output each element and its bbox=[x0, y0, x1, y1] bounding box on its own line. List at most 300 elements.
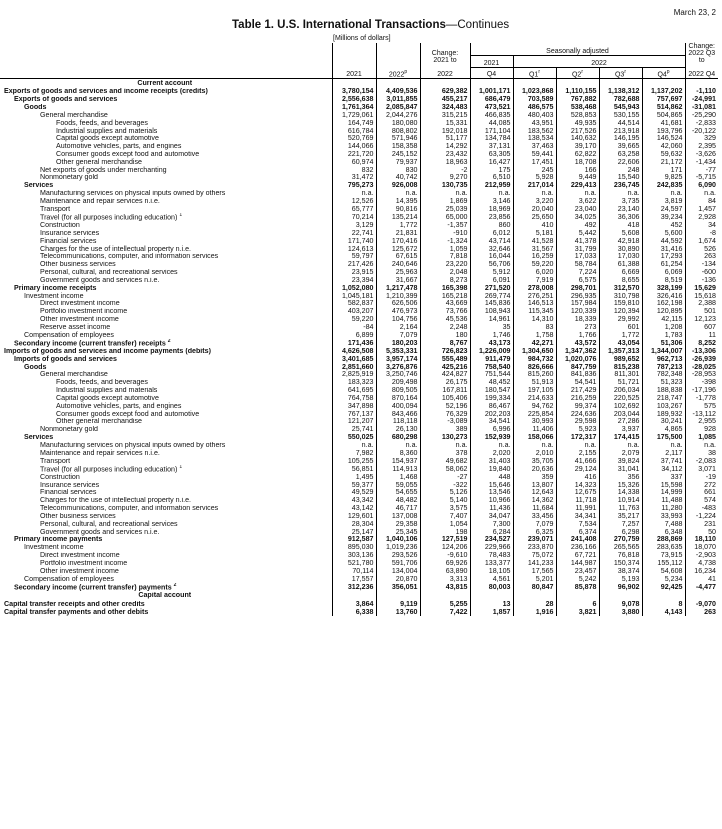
value-cell: 400,094 bbox=[376, 402, 420, 410]
value-cell bbox=[376, 79, 420, 89]
value-cell: 582,837 bbox=[332, 300, 376, 308]
value-cell: -3,626 bbox=[685, 151, 718, 159]
row-label-text: Manufacturing services on physical inputs owned by others bbox=[40, 189, 226, 198]
row-label bbox=[0, 608, 332, 616]
value-cell: 1,001,171 bbox=[470, 88, 513, 96]
footnote-marker: 2 bbox=[167, 339, 171, 345]
value-cell: 328,199 bbox=[642, 284, 685, 292]
table-row bbox=[0, 434, 718, 442]
row-label-text: Foods, feeds, and beverages bbox=[56, 378, 148, 387]
value-cell: 158,066 bbox=[513, 434, 556, 442]
value-cell: 14,338 bbox=[599, 489, 642, 497]
value-cell: 661 bbox=[685, 489, 718, 497]
value-cell: 43,815 bbox=[420, 583, 470, 591]
value-cell: 476,973 bbox=[376, 308, 420, 316]
value-cell: 217,429 bbox=[556, 387, 599, 395]
value-cell: 37,131 bbox=[470, 143, 513, 151]
value-cell: 8 bbox=[642, 601, 685, 609]
value-cell: 8,519 bbox=[642, 277, 685, 285]
value-cell: 12,526 bbox=[332, 198, 376, 206]
table-row bbox=[0, 96, 718, 104]
value-cell: 17,451 bbox=[513, 158, 556, 166]
value-cell: 521,780 bbox=[332, 560, 376, 568]
value-cell: 337 bbox=[642, 473, 685, 481]
row-label bbox=[0, 300, 332, 308]
value-cell: 3,071 bbox=[685, 465, 718, 473]
value-cell: 94,762 bbox=[513, 402, 556, 410]
value-cell: 811,301 bbox=[599, 371, 642, 379]
value-cell: 416 bbox=[556, 473, 599, 481]
table-row bbox=[0, 119, 718, 127]
value-cell: 199,334 bbox=[470, 395, 513, 403]
table-row bbox=[0, 269, 718, 277]
value-cell: 23,457 bbox=[556, 567, 599, 575]
row-label bbox=[0, 143, 332, 151]
value-cell: -19 bbox=[685, 473, 718, 481]
value-cell: -1,434 bbox=[685, 158, 718, 166]
value-cell: 296,935 bbox=[556, 292, 599, 300]
value-cell: 8,655 bbox=[599, 277, 642, 285]
value-cell: 10,966 bbox=[470, 497, 513, 505]
row-label-text: Financial services bbox=[40, 237, 97, 245]
value-cell: 15,618 bbox=[685, 292, 718, 300]
value-cell: 2,155 bbox=[556, 449, 599, 457]
table-row bbox=[0, 457, 718, 465]
value-cell: 16,234 bbox=[685, 567, 718, 575]
value-cell: 20,040 bbox=[513, 205, 556, 213]
value-cell: 67,615 bbox=[376, 253, 420, 261]
value-cell: 158,358 bbox=[376, 143, 420, 151]
row-label-text: Insurance services bbox=[40, 481, 100, 489]
value-cell: 288,869 bbox=[642, 536, 685, 544]
value-cell: 5,255 bbox=[420, 601, 470, 609]
value-cell: 217,426 bbox=[332, 261, 376, 269]
value-cell: 1,054 bbox=[420, 520, 470, 528]
value-cell: 193,796 bbox=[642, 127, 685, 135]
value-cell: 59,441 bbox=[513, 151, 556, 159]
value-cell: 212,959 bbox=[470, 182, 513, 190]
value-cell: 860 bbox=[470, 222, 513, 230]
value-cell: 48,482 bbox=[376, 497, 420, 505]
value-cell: 3,220 bbox=[513, 198, 556, 206]
value-cell: 58,784 bbox=[556, 261, 599, 269]
value-cell: 43,054 bbox=[599, 339, 642, 347]
value-cell: 42,271 bbox=[513, 339, 556, 347]
value-cell: 795,273 bbox=[332, 182, 376, 190]
table-row bbox=[0, 363, 718, 371]
value-cell: 2,388 bbox=[685, 300, 718, 308]
value-cell: 757,697 bbox=[642, 96, 685, 104]
value-cell: 220,525 bbox=[599, 395, 642, 403]
table-row bbox=[0, 410, 718, 418]
value-cell: 9,078 bbox=[599, 601, 642, 609]
value-cell: -17,196 bbox=[685, 387, 718, 395]
value-cell: 808,802 bbox=[376, 127, 420, 135]
value-cell: 9,119 bbox=[376, 601, 420, 609]
value-cell: 1,857 bbox=[470, 608, 513, 616]
row-label-text: Reserve asset income bbox=[40, 323, 111, 331]
value-cell: 67,721 bbox=[556, 552, 599, 560]
value-cell: 25,345 bbox=[376, 528, 420, 536]
value-cell: 550,025 bbox=[332, 434, 376, 442]
section-header-row bbox=[0, 79, 718, 89]
row-label bbox=[0, 190, 332, 198]
value-cell: 270,759 bbox=[599, 536, 642, 544]
value-cell: 15,331 bbox=[420, 119, 470, 127]
value-cell: 13,760 bbox=[376, 608, 420, 616]
value-cell: 356,051 bbox=[376, 583, 420, 591]
value-cell: 35,217 bbox=[599, 513, 642, 521]
value-cell bbox=[685, 592, 718, 601]
value-cell: 501 bbox=[685, 308, 718, 316]
value-cell: 7,224 bbox=[556, 269, 599, 277]
row-label bbox=[0, 261, 332, 269]
value-cell: 455,217 bbox=[420, 96, 470, 104]
value-cell: 23,220 bbox=[420, 261, 470, 269]
value-cell: -31,081 bbox=[685, 104, 718, 112]
value-cell: 165,218 bbox=[420, 292, 470, 300]
value-cell: -26,939 bbox=[685, 355, 718, 363]
value-cell: 86,467 bbox=[470, 402, 513, 410]
value-cell: 574 bbox=[685, 497, 718, 505]
row-label-text: Goods bbox=[24, 103, 47, 112]
value-cell: 263 bbox=[685, 253, 718, 261]
value-cell: 76,329 bbox=[420, 410, 470, 418]
value-cell: -20,122 bbox=[685, 127, 718, 135]
value-cell: 410 bbox=[513, 222, 556, 230]
value-cell: 912,587 bbox=[332, 536, 376, 544]
value-cell: 197,105 bbox=[513, 387, 556, 395]
value-cell: 63,305 bbox=[470, 151, 513, 159]
value-cell: 3,276,876 bbox=[376, 363, 420, 371]
row-label bbox=[0, 127, 332, 135]
row-label-text: Nonmonetary gold bbox=[40, 174, 98, 182]
value-cell: 11 bbox=[685, 331, 718, 339]
value-cell: 1,020,076 bbox=[556, 355, 599, 363]
value-cell: 3,575 bbox=[420, 505, 470, 513]
table-row bbox=[0, 104, 718, 112]
value-cell: 120,895 bbox=[642, 308, 685, 316]
value-cell: 2,044,276 bbox=[376, 111, 420, 119]
value-cell: 1,495 bbox=[332, 473, 376, 481]
value-cell: 145,836 bbox=[470, 300, 513, 308]
value-cell: 2,928 bbox=[685, 213, 718, 221]
value-cell: 41,378 bbox=[556, 237, 599, 245]
value-cell: 843,466 bbox=[376, 410, 420, 418]
value-cell: -1,224 bbox=[685, 513, 718, 521]
row-label bbox=[0, 481, 332, 489]
row-label-text: Industrial supplies and materials bbox=[56, 386, 158, 395]
row-label-text: Consumer goods except food and automotive bbox=[56, 150, 200, 158]
row-label-text: Automotive vehicles, parts, and engines bbox=[56, 142, 182, 151]
table-row bbox=[0, 465, 718, 473]
value-cell: 43,669 bbox=[420, 300, 470, 308]
value-cell: 6 bbox=[556, 601, 599, 609]
value-cell: 162,198 bbox=[642, 300, 685, 308]
table-row bbox=[0, 575, 718, 583]
value-cell: 3,957,174 bbox=[376, 355, 420, 363]
value-cell: n.a. bbox=[513, 190, 556, 198]
value-cell: 56,851 bbox=[332, 465, 376, 473]
value-cell: 6,091 bbox=[470, 277, 513, 285]
table-row bbox=[0, 182, 718, 190]
section-header-row bbox=[0, 592, 718, 601]
table-row bbox=[0, 371, 718, 379]
row-label-text: Construction bbox=[40, 473, 80, 481]
row-label-text: Charges for the use of intellectual property n.i.e. bbox=[40, 245, 192, 253]
value-cell: 43,951 bbox=[513, 119, 556, 127]
value-cell: 51,177 bbox=[420, 135, 470, 143]
value-cell: 6,012 bbox=[470, 230, 513, 238]
value-cell: 17,030 bbox=[599, 253, 642, 261]
value-cell: n.a. bbox=[332, 442, 376, 450]
value-cell: 1,019,236 bbox=[376, 544, 420, 552]
value-cell: -2,903 bbox=[685, 552, 718, 560]
table-row bbox=[0, 528, 718, 536]
value-cell: 49,682 bbox=[420, 457, 470, 465]
value-cell: 242,835 bbox=[642, 182, 685, 190]
value-cell: 6,090 bbox=[685, 182, 718, 190]
value-cell: 43,572 bbox=[556, 339, 599, 347]
value-cell: 15,326 bbox=[599, 481, 642, 489]
value-cell: 22,741 bbox=[332, 230, 376, 238]
row-label-text: Imports of goods and services and income payments (debits) bbox=[4, 347, 211, 355]
value-cell: 492 bbox=[556, 222, 599, 230]
value-cell: 356 bbox=[599, 473, 642, 481]
row-label bbox=[0, 104, 332, 112]
value-cell: 1,344,007 bbox=[642, 348, 685, 356]
value-cell bbox=[470, 79, 513, 89]
value-cell bbox=[642, 592, 685, 601]
value-cell: n.a. bbox=[470, 190, 513, 198]
value-cell: 2,955 bbox=[685, 418, 718, 426]
value-cell: 80,847 bbox=[513, 583, 556, 591]
value-cell: 7,919 bbox=[513, 277, 556, 285]
value-cell: 23,856 bbox=[470, 213, 513, 221]
value-cell bbox=[685, 79, 718, 89]
value-cell: 1,468 bbox=[376, 473, 420, 481]
value-cell: 14,395 bbox=[376, 198, 420, 206]
col-q1-2022: Q1$^r$ bbox=[513, 67, 556, 78]
value-cell: 248 bbox=[599, 166, 642, 174]
value-cell: 1,059 bbox=[420, 245, 470, 253]
value-cell: -2,833 bbox=[685, 119, 718, 127]
table-row bbox=[0, 166, 718, 174]
row-label bbox=[0, 418, 332, 426]
row-label bbox=[0, 292, 332, 300]
value-cell bbox=[420, 79, 470, 89]
value-cell: 233,870 bbox=[513, 544, 556, 552]
value-cell: 50 bbox=[685, 528, 718, 536]
value-cell: 6,325 bbox=[513, 528, 556, 536]
table-row bbox=[0, 237, 718, 245]
value-cell: n.a. bbox=[420, 442, 470, 450]
value-cell: 5,242 bbox=[556, 575, 599, 583]
value-cell: 104,756 bbox=[376, 316, 420, 324]
row-label bbox=[0, 536, 332, 544]
row-label bbox=[0, 331, 332, 339]
value-cell: -1,110 bbox=[685, 88, 718, 96]
value-cell: 23,915 bbox=[332, 269, 376, 277]
value-cell: 14,999 bbox=[642, 489, 685, 497]
value-cell: 1,137,202 bbox=[642, 88, 685, 96]
row-label bbox=[0, 230, 332, 238]
row-label bbox=[0, 213, 332, 221]
row-label bbox=[0, 88, 332, 96]
value-cell: 138,534 bbox=[513, 135, 556, 143]
value-cell: 8,273 bbox=[420, 277, 470, 285]
value-cell: -9,070 bbox=[685, 601, 718, 609]
value-cell: 34,025 bbox=[556, 213, 599, 221]
value-cell: 6,298 bbox=[599, 528, 642, 536]
value-cell: 7,079 bbox=[513, 520, 556, 528]
value-cell: n.a. bbox=[513, 442, 556, 450]
table-row bbox=[0, 300, 718, 308]
value-cell: 171,104 bbox=[470, 127, 513, 135]
value-cell: 5,912 bbox=[470, 269, 513, 277]
value-cell: 18,110 bbox=[685, 536, 718, 544]
value-cell: 962,713 bbox=[642, 355, 685, 363]
value-cell: 265,565 bbox=[599, 544, 642, 552]
value-cell bbox=[556, 79, 599, 89]
value-cell: n.a. bbox=[556, 190, 599, 198]
value-cell: 26,130 bbox=[376, 426, 420, 434]
row-label bbox=[0, 379, 332, 387]
value-cell: 234,527 bbox=[470, 536, 513, 544]
value-cell: 44,514 bbox=[599, 119, 642, 127]
footnote-marker: 2 bbox=[173, 583, 177, 589]
value-cell: 28,304 bbox=[332, 520, 376, 528]
value-cell: 11,406 bbox=[513, 426, 556, 434]
value-cell: 34,541 bbox=[470, 418, 513, 426]
value-cell: 60,974 bbox=[332, 158, 376, 166]
row-label bbox=[0, 601, 332, 609]
value-cell bbox=[376, 592, 420, 601]
value-cell: 5,140 bbox=[420, 497, 470, 505]
value-cell: 137,008 bbox=[376, 513, 420, 521]
value-cell: 809,505 bbox=[376, 387, 420, 395]
value-cell: 530,155 bbox=[599, 111, 642, 119]
value-cell: 514,862 bbox=[642, 104, 685, 112]
value-cell: 403,207 bbox=[332, 308, 376, 316]
value-cell: 278,008 bbox=[513, 284, 556, 292]
value-cell: -3,089 bbox=[420, 418, 470, 426]
row-label-text: Travel (for all purposes including education) bbox=[40, 213, 178, 222]
value-cell: 3,821 bbox=[556, 608, 599, 616]
value-cell: 43,342 bbox=[332, 497, 376, 505]
value-cell: 425,216 bbox=[420, 363, 470, 371]
value-cell: 17,565 bbox=[513, 567, 556, 575]
value-cell: -25,290 bbox=[685, 111, 718, 119]
value-cell: 315,215 bbox=[420, 111, 470, 119]
row-label bbox=[0, 457, 332, 465]
value-cell: 1,772 bbox=[599, 331, 642, 339]
value-cell: n.a. bbox=[599, 442, 642, 450]
value-cell: 42,918 bbox=[599, 237, 642, 245]
value-cell: 34 bbox=[685, 222, 718, 230]
table-row bbox=[0, 151, 718, 159]
value-cell: -398 bbox=[685, 379, 718, 387]
year-2022-header: 2022 bbox=[513, 56, 685, 67]
value-cell: 44,085 bbox=[470, 119, 513, 127]
value-cell: 3,250,746 bbox=[376, 371, 420, 379]
value-cell: 76,818 bbox=[599, 552, 642, 560]
seasonally-adjusted-header: Seasonally adjusted bbox=[470, 43, 685, 56]
value-cell: 135,214 bbox=[376, 213, 420, 221]
value-cell: 80,003 bbox=[470, 583, 513, 591]
row-label-text: Exports of goods and services and income receipts (credits) bbox=[4, 88, 208, 96]
value-cell: 218,747 bbox=[642, 395, 685, 403]
col-2021: 2021 bbox=[332, 43, 376, 79]
value-cell: 192,018 bbox=[420, 127, 470, 135]
value-cell: 14,323 bbox=[556, 481, 599, 489]
value-cell: 115,345 bbox=[513, 308, 556, 316]
row-label bbox=[0, 442, 332, 450]
value-cell: 92,425 bbox=[642, 583, 685, 591]
row-label bbox=[0, 119, 332, 127]
value-cell: 54,608 bbox=[642, 567, 685, 575]
value-cell: -5,715 bbox=[685, 174, 718, 182]
value-cell: 236,745 bbox=[599, 182, 642, 190]
value-cell: 452 bbox=[642, 222, 685, 230]
value-cell: 245 bbox=[513, 166, 556, 174]
row-label bbox=[0, 284, 332, 292]
value-cell: 629,382 bbox=[420, 88, 470, 96]
value-cell: 29,124 bbox=[556, 465, 599, 473]
value-cell: 1,869 bbox=[420, 198, 470, 206]
value-cell: 56,706 bbox=[470, 261, 513, 269]
value-cell: 146,524 bbox=[642, 135, 685, 143]
value-cell: 8,252 bbox=[685, 339, 718, 347]
row-label-text: Other business services bbox=[40, 512, 116, 520]
value-cell: -4,477 bbox=[685, 583, 718, 591]
row-label bbox=[0, 497, 332, 505]
value-cell: 767,137 bbox=[332, 410, 376, 418]
value-cell: 555,489 bbox=[420, 355, 470, 363]
value-cell: 6,510 bbox=[470, 174, 513, 182]
table-row bbox=[0, 608, 718, 616]
value-cell: 591,706 bbox=[376, 560, 420, 568]
value-cell: 35,705 bbox=[513, 457, 556, 465]
value-cell: 58,062 bbox=[420, 465, 470, 473]
value-cell: 37,463 bbox=[513, 143, 556, 151]
value-cell: 42,060 bbox=[642, 143, 685, 151]
value-cell: -13,306 bbox=[685, 348, 718, 356]
row-label bbox=[0, 426, 332, 434]
value-cell: 15,629 bbox=[685, 284, 718, 292]
value-cell: 34,047 bbox=[470, 513, 513, 521]
value-cell: 764,758 bbox=[332, 395, 376, 403]
value-cell: n.a. bbox=[599, 190, 642, 198]
value-cell: 870,164 bbox=[376, 395, 420, 403]
value-cell: 1,761,364 bbox=[332, 104, 376, 112]
value-cell: 11,991 bbox=[556, 505, 599, 513]
value-cell: 129,601 bbox=[332, 513, 376, 521]
value-cell: 826,666 bbox=[513, 363, 556, 371]
value-cell: 206,034 bbox=[599, 387, 642, 395]
row-label bbox=[0, 151, 332, 159]
value-cell: 6,338 bbox=[332, 608, 376, 616]
value-cell: 130,735 bbox=[420, 182, 470, 190]
table-row bbox=[0, 323, 718, 331]
table-row bbox=[0, 355, 718, 363]
value-cell: -2,083 bbox=[685, 457, 718, 465]
value-cell: 782,348 bbox=[642, 371, 685, 379]
value-cell: 1,052,080 bbox=[332, 284, 376, 292]
value-cell: 545,943 bbox=[599, 104, 642, 112]
value-cell: 5,928 bbox=[513, 174, 556, 182]
footnote-marker: 1 bbox=[179, 465, 183, 470]
